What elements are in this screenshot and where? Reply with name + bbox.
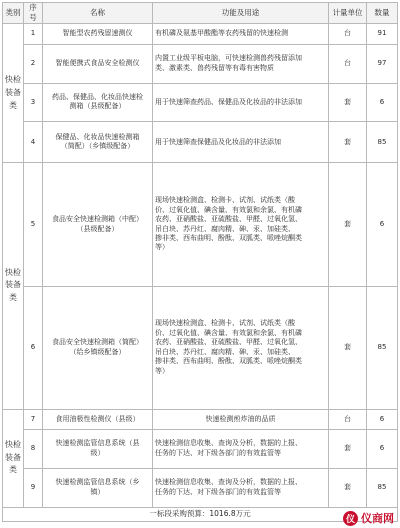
procurement-table <box>2 2 398 522</box>
row-number: 2 <box>24 44 43 83</box>
row-number: 3 <box>24 83 43 122</box>
item-unit: 套 <box>329 122 367 163</box>
item-function: 内置工业级平板电脑，可快速检测兽药残留添加 类、激素类、兽药残留等有毒有害物质 <box>153 44 329 83</box>
row-number: 1 <box>24 24 43 44</box>
row-number: 7 <box>24 409 43 429</box>
item-name: 智能型农药残留速测仪 <box>43 24 153 44</box>
item-name: 快速检测监管信息系统（县 级） <box>43 429 153 468</box>
item-name: 食用油极性检测仪（县级） <box>43 409 153 429</box>
watermark-logo-icon: 仪 <box>343 511 358 526</box>
budget-total: 一标段采购预算：1016.8万元 <box>3 507 398 521</box>
table-row <box>3 24 398 44</box>
header-row <box>3 3 398 24</box>
category-cell: 快检 装备 类 <box>3 24 24 163</box>
table-row <box>3 122 398 163</box>
item-unit: 套 <box>329 83 367 122</box>
item-qty: 91 <box>367 24 398 44</box>
item-unit: 套 <box>329 429 367 468</box>
row-number: 8 <box>24 429 43 468</box>
category-cell: 快检 装备 类 <box>3 409 24 507</box>
table-row <box>3 286 398 409</box>
item-name: 保健品、化妆品快速检测箱 （简配）（乡镇级配备） <box>43 122 153 163</box>
table-row <box>3 83 398 122</box>
header-qty: 数量 <box>367 3 398 24</box>
table-row <box>3 468 398 507</box>
item-name: 食品安全快速检测箱（中配） （县级配备） <box>43 163 153 287</box>
item-name: 药品、保健品、化妆品快速检 测箱（县级配备） <box>43 83 153 122</box>
item-unit: 套 <box>329 286 367 409</box>
item-unit: 套 <box>329 468 367 507</box>
category-cell: 快检 装备 类 <box>3 163 24 409</box>
row-number: 9 <box>24 468 43 507</box>
item-qty: 85 <box>367 286 398 409</box>
header-name: 名称 <box>43 3 153 24</box>
header-function: 功能及用途 <box>153 3 329 24</box>
watermark-text: 仪商网 <box>361 512 394 525</box>
item-name: 智能便携式食品安全检测仪 <box>43 44 153 83</box>
item-function: 用于快速筛查药品、保健品及化妆品的非法添加 <box>153 83 329 122</box>
item-unit: 套 <box>329 163 367 287</box>
item-function: 快速检测煎炸油的品质 <box>153 409 329 429</box>
item-unit: 台 <box>329 44 367 83</box>
table-row <box>3 429 398 468</box>
table-row <box>3 44 398 83</box>
header-no: 序号 <box>24 3 43 24</box>
table-row <box>3 163 398 287</box>
item-name: 食品安全快速检测箱（简配） （给乡镇级配备） <box>43 286 153 409</box>
item-function: 有机磷及氨基甲酸酯等农药残留的快速检测 <box>153 24 329 44</box>
header-category: 类别 <box>3 3 24 24</box>
item-qty: 97 <box>367 44 398 83</box>
total-row <box>3 507 398 521</box>
row-number: 5 <box>24 163 43 287</box>
item-name: 快速检测监管信息系统（乡 镇） <box>43 468 153 507</box>
item-qty: 6 <box>367 163 398 287</box>
item-qty: 6 <box>367 409 398 429</box>
item-function: 现场快速检测盒、检测卡、试剂、试纸类（酸 价、过氧化值、碘含量、有效氯和余氯、有机磷 农药、亚硝酸盐、亚硫酸盐、甲醛、过氧化氢、 吊白块、苏丹红、腐肉精、砷、汞、加硅类、 掺非类、西布曲明、酚酞、双胍类、哌唑烷酮类 等） <box>153 163 329 287</box>
item-qty: 6 <box>367 429 398 468</box>
item-function: 快速检测信息收集、查询及分析，数据的上报、 任务的下达、对下级各部门的有效监管等 <box>153 468 329 507</box>
item-qty: 6 <box>367 83 398 122</box>
watermark <box>343 510 394 526</box>
item-function: 现场快速检测盒、检测卡、试剂、试纸类（酸 价、过氧化值、碘含量、有效氯和余氯、有机磷 农药、亚硝酸盐、亚硫酸盐、甲醛、过氧化氢、 吊白块、苏丹红、腐肉精、砷、汞、加硅类、 掺非类、西布曲明、酚酞、双胍类、哌唑烷酮类 等） <box>153 286 329 409</box>
row-number: 6 <box>24 286 43 409</box>
item-unit: 台 <box>329 409 367 429</box>
table-row <box>3 409 398 429</box>
item-qty: 85 <box>367 122 398 163</box>
item-function: 快速检测信息收集、查询及分析，数据的上报、 任务的下达、对下级各部门的有效监管等 <box>153 429 329 468</box>
header-unit: 计量单位 <box>329 3 367 24</box>
row-number: 4 <box>24 122 43 163</box>
item-qty: 85 <box>367 468 398 507</box>
item-unit: 台 <box>329 24 367 44</box>
item-function: 用于快速筛查保健品及化妆品的非法添加 <box>153 122 329 163</box>
